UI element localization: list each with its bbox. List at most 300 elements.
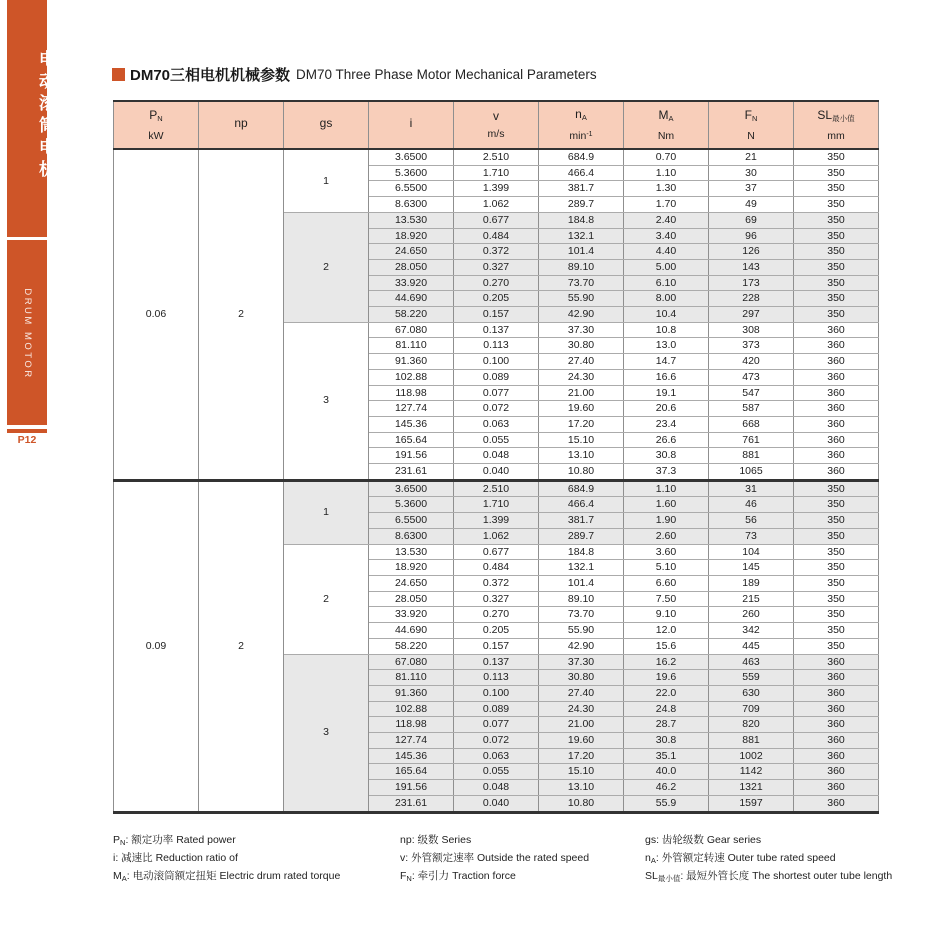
cell-v: 0.484 [454, 228, 539, 244]
cell-i: 28.050 [369, 591, 454, 607]
cell-fn: 21 [709, 149, 794, 165]
cell-na: 184.8 [539, 544, 624, 560]
cell-sl: 350 [794, 307, 879, 323]
cell-pn: 0.06 [114, 149, 199, 480]
column-symbol: $M_A$ [658, 107, 674, 123]
cell-ma: 35.1 [624, 748, 709, 764]
cell-sl: 360 [794, 354, 879, 370]
cell-sl: 360 [794, 685, 879, 701]
cell-v: 0.063 [454, 748, 539, 764]
cell-v: 1.062 [454, 197, 539, 213]
legend-item: $M_A$: 电动滚筒额定扭矩 Electric drum rated torque [113, 870, 341, 883]
cell-fn: 587 [709, 401, 794, 417]
cell-v: 0.677 [454, 544, 539, 560]
cell-sl: 350 [794, 275, 879, 291]
cell-fn: 373 [709, 338, 794, 354]
cell-v: 0.100 [454, 685, 539, 701]
cell-fn: 445 [709, 638, 794, 654]
cell-na: 42.90 [539, 638, 624, 654]
cell-v: 0.089 [454, 701, 539, 717]
cell-ma: 30.8 [624, 448, 709, 464]
cell-ma: 2.40 [624, 212, 709, 228]
cell-na: 132.1 [539, 228, 624, 244]
parameters-table [113, 100, 879, 814]
cell-v: 0.072 [454, 401, 539, 417]
cell-fn: 49 [709, 197, 794, 213]
subscript: N [406, 874, 412, 883]
cell-ma: 7.50 [624, 591, 709, 607]
sidebar-tab-top [7, 0, 55, 237]
cell-v: 0.077 [454, 717, 539, 733]
cell-fn: 668 [709, 416, 794, 432]
subscript: N [751, 113, 758, 123]
column-symbol: $n_A$ [575, 107, 587, 122]
cell-na: 37.30 [539, 322, 624, 338]
cell-fn: 104 [709, 544, 794, 560]
cell-fn: 46 [709, 497, 794, 513]
subscript: 最小值 [832, 113, 855, 123]
cell-i: 67.080 [369, 322, 454, 338]
cell-fn: 173 [709, 275, 794, 291]
cell-ma: 46.2 [624, 780, 709, 796]
cell-ma: 13.0 [624, 338, 709, 354]
cell-na: 684.9 [539, 480, 624, 497]
cell-sl: 360 [794, 464, 879, 481]
header-row [114, 101, 879, 149]
cell-na: 24.30 [539, 701, 624, 717]
cell-na: 73.70 [539, 275, 624, 291]
cell-i: 81.110 [369, 670, 454, 686]
column-header [369, 101, 454, 149]
cell-i: 5.3600 [369, 497, 454, 513]
cell-np: 2 [199, 480, 284, 812]
cell-i: 6.5500 [369, 513, 454, 529]
cell-ma: 6.60 [624, 575, 709, 591]
cell-sl: 350 [794, 244, 879, 260]
cell-i: 145.36 [369, 416, 454, 432]
cell-v: 0.205 [454, 623, 539, 639]
column-symbol: i [409, 116, 413, 130]
legend-item: np: 级数 Series [400, 834, 472, 846]
cell-fn: 30 [709, 165, 794, 181]
column-unit: $\min^{-1}$ [569, 130, 593, 142]
cell-v: 0.270 [454, 275, 539, 291]
cell-fn: 1321 [709, 780, 794, 796]
cell-gs: 1 [284, 480, 369, 544]
cell-i: 58.220 [369, 307, 454, 323]
cell-i: 33.920 [369, 607, 454, 623]
cell-na: 132.1 [539, 560, 624, 576]
cell-i: 3.6500 [369, 149, 454, 165]
cell-fn: 630 [709, 685, 794, 701]
cell-na: 684.9 [539, 149, 624, 165]
page-number: P12 [17, 434, 37, 446]
cell-ma: 3.40 [624, 228, 709, 244]
column-symbol: gs [319, 116, 333, 130]
cell-na: 37.30 [539, 654, 624, 670]
cell-sl: 360 [794, 401, 879, 417]
cell-na: 24.30 [539, 369, 624, 385]
cell-fn: 709 [709, 701, 794, 717]
cell-i: 67.080 [369, 654, 454, 670]
cell-gs: 3 [284, 322, 369, 480]
cell-sl: 350 [794, 591, 879, 607]
cell-sl: 350 [794, 181, 879, 197]
cell-v: 1.399 [454, 181, 539, 197]
column-unit: Nm [657, 129, 675, 142]
subscript: A [650, 856, 656, 865]
cell-v: 1.710 [454, 497, 539, 513]
cell-v: 0.157 [454, 638, 539, 654]
cell-na: 15.10 [539, 432, 624, 448]
cell-v: 0.270 [454, 607, 539, 623]
cell-i: 18.920 [369, 228, 454, 244]
sidebar-accent-strip [7, 429, 47, 433]
cell-sl: 350 [794, 528, 879, 544]
subscript: A [581, 113, 587, 122]
cell-na: 184.8 [539, 212, 624, 228]
cell-fn: 473 [709, 369, 794, 385]
cell-v: 0.077 [454, 385, 539, 401]
cell-v: 1.710 [454, 165, 539, 181]
cell-fn: 260 [709, 607, 794, 623]
cell-fn: 37 [709, 181, 794, 197]
cell-i: 231.61 [369, 795, 454, 812]
sidebar-vertical-title-en: DRUM MOTOR [22, 288, 33, 380]
cell-i: 102.88 [369, 701, 454, 717]
cell-ma: 19.1 [624, 385, 709, 401]
cell-v: 0.040 [454, 795, 539, 812]
column-symbol: $SL_{最小值}$ [817, 107, 855, 123]
cell-ma: 1.10 [624, 165, 709, 181]
table-row [114, 149, 879, 165]
cell-i: 127.74 [369, 401, 454, 417]
cell-sl: 360 [794, 670, 879, 686]
cell-fn: 228 [709, 291, 794, 307]
cell-na: 30.80 [539, 338, 624, 354]
cell-fn: 547 [709, 385, 794, 401]
cell-fn: 96 [709, 228, 794, 244]
cell-ma: 5.00 [624, 259, 709, 275]
cell-v: 0.072 [454, 733, 539, 749]
cell-sl: 360 [794, 748, 879, 764]
cell-sl: 350 [794, 165, 879, 181]
column-unit: mm [827, 129, 845, 142]
cell-fn: 820 [709, 717, 794, 733]
cell-na: 381.7 [539, 513, 624, 529]
column-symbol: $P_N$ [149, 107, 163, 123]
cell-ma: 3.60 [624, 544, 709, 560]
cell-sl: 350 [794, 259, 879, 275]
cell-sl: 350 [794, 480, 879, 497]
subscript: A [121, 874, 127, 883]
cell-na: 466.4 [539, 165, 624, 181]
cell-i: 3.6500 [369, 480, 454, 497]
cell-v: 0.048 [454, 780, 539, 796]
cell-i: 44.690 [369, 623, 454, 639]
cell-na: 30.80 [539, 670, 624, 686]
cell-sl: 350 [794, 212, 879, 228]
title-bullet-square-icon [112, 68, 125, 81]
cell-sl: 350 [794, 607, 879, 623]
column-header [709, 101, 794, 149]
cell-sl: 360 [794, 322, 879, 338]
cell-ma: 55.9 [624, 795, 709, 812]
cell-i: 118.98 [369, 385, 454, 401]
cell-v: 0.048 [454, 448, 539, 464]
cell-ma: 22.0 [624, 685, 709, 701]
cell-na: 13.10 [539, 448, 624, 464]
cell-v: 0.372 [454, 244, 539, 260]
cell-fn: 215 [709, 591, 794, 607]
cell-na: 289.7 [539, 528, 624, 544]
cell-ma: 1.30 [624, 181, 709, 197]
cell-i: 165.64 [369, 764, 454, 780]
subscript: A [668, 113, 674, 123]
table-body [114, 149, 879, 812]
cell-sl: 350 [794, 544, 879, 560]
cell-v: 0.137 [454, 322, 539, 338]
cell-fn: 56 [709, 513, 794, 529]
cell-ma: 14.7 [624, 354, 709, 370]
cell-ma: 5.10 [624, 560, 709, 576]
cell-na: 17.20 [539, 748, 624, 764]
cell-na: 27.40 [539, 354, 624, 370]
cell-sl: 350 [794, 513, 879, 529]
cell-fn: 559 [709, 670, 794, 686]
column-unit: N [747, 129, 755, 142]
cell-v: 0.055 [454, 432, 539, 448]
cell-na: 15.10 [539, 764, 624, 780]
cell-sl: 360 [794, 795, 879, 812]
cell-gs: 1 [284, 149, 369, 212]
legend-column [645, 831, 892, 885]
cell-sl: 350 [794, 149, 879, 165]
cell-ma: 10.4 [624, 307, 709, 323]
cell-gs: 2 [284, 544, 369, 654]
cell-i: 5.3600 [369, 165, 454, 181]
cell-fn: 761 [709, 432, 794, 448]
legend-item: v: 外管额定速率 Outside the rated speed [400, 852, 590, 864]
column-symbol: np [234, 116, 248, 130]
legend-item: gs: 齿轮级数 Gear series [645, 834, 762, 846]
cell-v: 0.055 [454, 764, 539, 780]
column-header [624, 101, 709, 149]
cell-ma: 1.70 [624, 197, 709, 213]
cell-ma: 40.0 [624, 764, 709, 780]
cell-sl: 360 [794, 385, 879, 401]
cell-sl: 360 [794, 369, 879, 385]
cell-i: 91.360 [369, 354, 454, 370]
table-row [114, 480, 879, 497]
cell-ma: 6.10 [624, 275, 709, 291]
cell-fn: 1065 [709, 464, 794, 481]
cell-na: 21.00 [539, 717, 624, 733]
section-title-en: DM70 Three Phase Motor Mechanical Parameters [296, 67, 597, 82]
cell-i: 102.88 [369, 369, 454, 385]
cell-np: 2 [199, 149, 284, 480]
cell-ma: 1.10 [624, 480, 709, 497]
cell-ma: 16.6 [624, 369, 709, 385]
cell-na: 27.40 [539, 685, 624, 701]
cell-fn: 1142 [709, 764, 794, 780]
cell-fn: 308 [709, 322, 794, 338]
cell-i: 8.6300 [369, 528, 454, 544]
cell-v: 0.484 [454, 560, 539, 576]
cell-na: 55.90 [539, 623, 624, 639]
cell-na: 13.10 [539, 780, 624, 796]
cell-sl: 360 [794, 448, 879, 464]
cell-na: 101.4 [539, 244, 624, 260]
cell-na: 17.20 [539, 416, 624, 432]
subscript: N [157, 113, 163, 123]
cell-sl: 350 [794, 228, 879, 244]
legend-column [400, 831, 589, 885]
legend-item: $F_N$: 牵引力 Traction force [400, 870, 516, 883]
cell-i: 8.6300 [369, 197, 454, 213]
cell-i: 91.360 [369, 685, 454, 701]
cell-i: 13.530 [369, 212, 454, 228]
section-title-zh: DM70三相电机机械参数 [130, 67, 291, 84]
cell-na: 21.00 [539, 385, 624, 401]
cell-na: 19.60 [539, 733, 624, 749]
cell-i: 191.56 [369, 448, 454, 464]
cell-v: 2.510 [454, 480, 539, 497]
cell-ma: 23.4 [624, 416, 709, 432]
cell-fn: 297 [709, 307, 794, 323]
sidebar-vertical-title-zh: 电动滚筒电机 [36, 50, 55, 182]
cell-ma: 28.7 [624, 717, 709, 733]
table-head [114, 101, 879, 149]
cell-fn: 1002 [709, 748, 794, 764]
cell-sl: 350 [794, 623, 879, 639]
cell-i: 24.650 [369, 575, 454, 591]
cell-sl: 360 [794, 654, 879, 670]
cell-na: 73.70 [539, 607, 624, 623]
cell-fn: 1597 [709, 795, 794, 812]
cell-na: 10.80 [539, 464, 624, 481]
cell-ma: 1.60 [624, 497, 709, 513]
cell-sl: 350 [794, 197, 879, 213]
cell-na: 101.4 [539, 575, 624, 591]
cell-ma: 2.60 [624, 528, 709, 544]
cell-v: 0.327 [454, 259, 539, 275]
cell-ma: 10.8 [624, 322, 709, 338]
cell-v: 0.100 [454, 354, 539, 370]
column-header [114, 101, 199, 149]
cell-v: 0.372 [454, 575, 539, 591]
cell-fn: 881 [709, 448, 794, 464]
sidebar-tab-bottom [7, 240, 47, 425]
cell-v: 2.510 [454, 149, 539, 165]
cell-ma: 9.10 [624, 607, 709, 623]
parameters-table-wrap [113, 100, 878, 814]
cell-ma: 19.6 [624, 670, 709, 686]
cell-ma: 16.2 [624, 654, 709, 670]
cell-sl: 350 [794, 575, 879, 591]
column-symbol: $F_N$ [744, 107, 758, 123]
cell-i: 231.61 [369, 464, 454, 481]
cell-ma: 24.8 [624, 701, 709, 717]
cell-sl: 360 [794, 733, 879, 749]
cell-fn: 145 [709, 560, 794, 576]
cell-i: 33.920 [369, 275, 454, 291]
cell-na: 381.7 [539, 181, 624, 197]
cell-i: 13.530 [369, 544, 454, 560]
legend-item: $P_N$: 额定功率 Rated power [113, 834, 236, 847]
cell-na: 466.4 [539, 497, 624, 513]
cell-fn: 126 [709, 244, 794, 260]
column-header [454, 101, 539, 149]
cell-i: 81.110 [369, 338, 454, 354]
legend-column [113, 831, 340, 885]
cell-sl: 360 [794, 780, 879, 796]
cell-v: 0.137 [454, 654, 539, 670]
cell-i: 28.050 [369, 259, 454, 275]
cell-sl: 360 [794, 701, 879, 717]
cell-v: 1.062 [454, 528, 539, 544]
column-unit: kW [148, 129, 164, 142]
cell-fn: 881 [709, 733, 794, 749]
column-header [284, 101, 369, 149]
cell-na: 42.90 [539, 307, 624, 323]
cell-i: 118.98 [369, 717, 454, 733]
cell-pn: 0.09 [114, 480, 199, 812]
column-header [794, 101, 879, 149]
cell-v: 0.327 [454, 591, 539, 607]
cell-fn: 189 [709, 575, 794, 591]
cell-sl: 350 [794, 291, 879, 307]
cell-gs: 2 [284, 212, 369, 322]
cell-na: 89.10 [539, 591, 624, 607]
subscript: 最小值 [657, 874, 681, 883]
cell-fn: 420 [709, 354, 794, 370]
cell-v: 0.205 [454, 291, 539, 307]
cell-fn: 73 [709, 528, 794, 544]
cell-v: 0.157 [454, 307, 539, 323]
section-title [112, 64, 597, 85]
column-symbol: v [493, 109, 499, 123]
cell-i: 145.36 [369, 748, 454, 764]
cell-ma: 8.00 [624, 291, 709, 307]
cell-sl: 350 [794, 638, 879, 654]
legend-item: $SL_{最小值}$: 最短外管长度 The shortest outer tube length [645, 870, 893, 883]
cell-v: 0.677 [454, 212, 539, 228]
cell-fn: 143 [709, 259, 794, 275]
subscript: N [120, 838, 126, 847]
legend-item: i: 减速比 Reduction ratio of [113, 852, 238, 864]
cell-i: 58.220 [369, 638, 454, 654]
cell-fn: 463 [709, 654, 794, 670]
cell-ma: 37.3 [624, 464, 709, 481]
cell-na: 89.10 [539, 259, 624, 275]
cell-v: 0.063 [454, 416, 539, 432]
cell-na: 10.80 [539, 795, 624, 812]
cell-sl: 350 [794, 560, 879, 576]
cell-sl: 360 [794, 432, 879, 448]
legend-item: $n_A$: 外管额定转速 Outer tube rated speed [645, 852, 836, 865]
column-header [539, 101, 624, 149]
cell-na: 55.90 [539, 291, 624, 307]
cell-i: 191.56 [369, 780, 454, 796]
cell-i: 18.920 [369, 560, 454, 576]
cell-fn: 31 [709, 480, 794, 497]
cell-v: 1.399 [454, 513, 539, 529]
cell-i: 6.5500 [369, 181, 454, 197]
cell-v: 0.040 [454, 464, 539, 481]
cell-i: 44.690 [369, 291, 454, 307]
cell-ma: 4.40 [624, 244, 709, 260]
